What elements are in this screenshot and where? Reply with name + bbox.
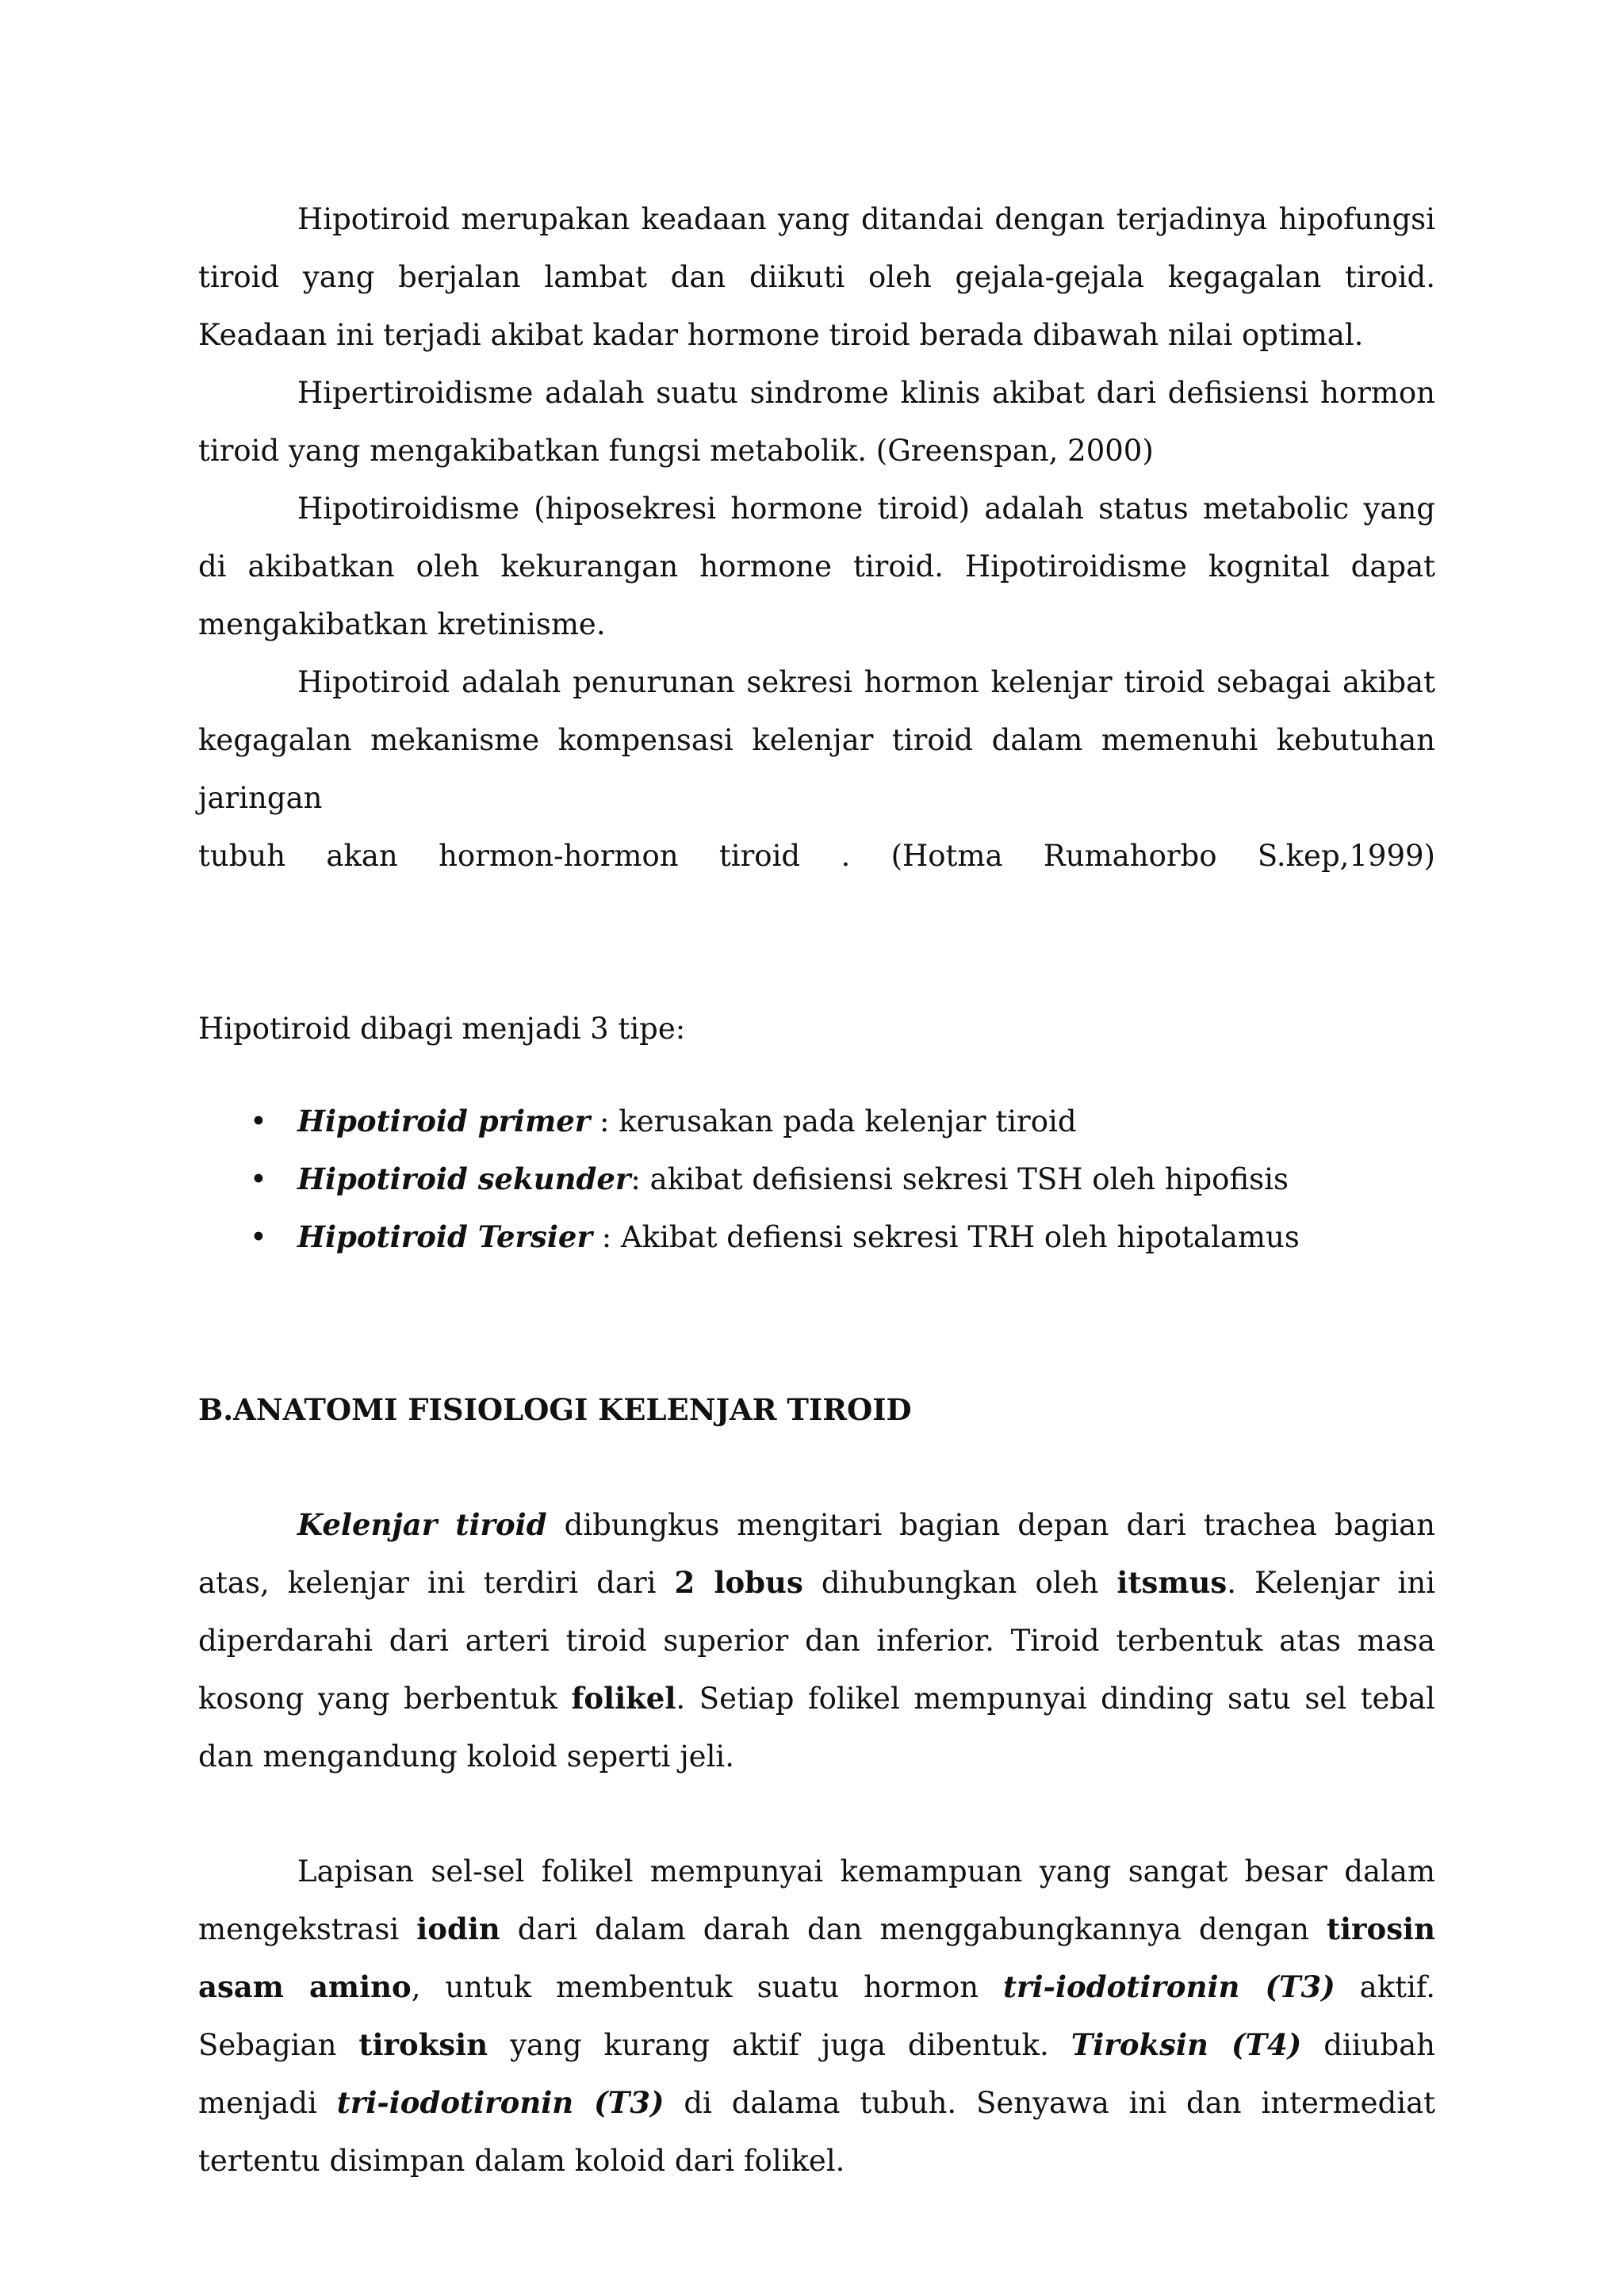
term-tirosin-asam-amino: tirosin asam amino [198, 1911, 1435, 2004]
paragraph-hipotiroid-definition: Hipotiroid merupakan keadaan yang ditandai dengan terjadinya hipofungsi tiroid yang berjalan lambat dan diikuti oleh gejala-gejala kegagalan tiroid. Keadaan ini terjadi akibat kadar hormone tiroid berada dibawah nilai optimal. [198, 202, 1435, 352]
document-page [198, 190, 1435, 2190]
type-description: : kerusakan pada kelenjar tiroid [590, 1104, 1077, 1138]
type-description: : akibat defisiensi sekresi TSH oleh hipofisis [630, 1162, 1289, 1196]
spacer [198, 1785, 1435, 1843]
text-run: di dalama tubuh. Senyawa ini dan intermediat tertentu disimpan dalam koloid dari folikel. [198, 2086, 1435, 2178]
text-run: dihubungkan oleh [802, 1566, 1117, 1600]
paragraph-lapisan-folikel [198, 1843, 1435, 2190]
term-tiroksin: tiroksin [358, 2027, 488, 2062]
text-run: , untuk membentuk suatu hormon [411, 1970, 1003, 2004]
text-run: dibungkus mengitari bagian depan dari trachea bagian atas, kelenjar ini terdiri dari [198, 1508, 1435, 1600]
paragraph-hipotiroidisme-definition: Hipotiroidisme (hiposekresi hormone tiroid) adalah status metabolic yang di akibatkan oleh kekurangan hormone tiroid. Hipotiroidisme kognital dapat mengakibatkan kretinisme. [198, 492, 1435, 641]
paragraph-hipotiroid-citation: tubuh akan hormon-hormon tiroid . (Hotma Rumahorbo S.kep,1999) [198, 839, 1435, 873]
term-itsmus: itsmus [1116, 1565, 1228, 1600]
text-run: dari dalam darah dan menggabungkannya dengan [500, 1912, 1327, 1946]
paragraph-hipertiroidisme-definition: Hipertiroidisme adalah suatu sindrome klinis akibat dari defisiensi hormon tiroid yang mengakibatkan fungsi metabolik. (Greenspan, 2000) [198, 376, 1435, 468]
list-item [198, 1093, 1435, 1150]
text-run: diiubah menjadi [198, 2028, 1435, 2120]
types-list [198, 1093, 1435, 1266]
bullet-icon: • [250, 1104, 267, 1138]
spacer [198, 1266, 1435, 1381]
term-t3: tri-iodotironin (T3) [1002, 1969, 1335, 2004]
paragraph-kelenjar-tiroid [198, 1496, 1435, 1785]
term-t4: Tiroksin (T4) [1071, 2027, 1302, 2062]
bullet-icon: • [250, 1220, 267, 1254]
spacer [198, 885, 1435, 1000]
types-intro: Hipotiroid dibagi menjadi 3 tipe: [198, 1012, 686, 1046]
term-2-lobus: 2 lobus [674, 1565, 803, 1600]
text-run: Lapisan sel-sel folikel mempunyai kemampuan yang sangat besar dalam mengekstrasi [198, 1854, 1435, 1946]
text-run: aktif. Sebagian [198, 1970, 1435, 2062]
text-run: . Kelenjar ini diperdarahi dari arteri tiroid superior dan inferior. Tiroid terbentuk atas masa kosong yang berbentuk [198, 1566, 1436, 1716]
type-description: : Akibat defiensi sekresi TRH oleh hipotalamus [592, 1220, 1300, 1254]
paragraph-hipotiroid-sekresi [198, 653, 1435, 827]
list-item [198, 1150, 1435, 1208]
text-run: . Setiap folikel mempunyai dinding satu sel tebal dan mengandung koloid seperti jeli. [198, 1682, 1435, 1774]
section-heading: B.ANATOMI FISIOLOGI KELENJAR TIROID [198, 1392, 912, 1427]
term-t3: tri-iodotironin (T3) [336, 2085, 665, 2120]
bullet-icon: • [250, 1162, 267, 1196]
list-item [198, 1208, 1435, 1266]
spacer [198, 1439, 1435, 1496]
type-term: Hipotiroid primer [297, 1104, 591, 1138]
term-kelenjar-tiroid: Kelenjar tiroid [297, 1507, 547, 1542]
type-term: Hipotiroid sekunder [297, 1161, 631, 1196]
text-run: yang kurang aktif juga dibentuk. [488, 2028, 1071, 2062]
paragraph-hipotiroid-sekresi-text: Hipotiroid adalah penurunan sekresi hormon kelenjar tiroid sebagai akibat kegagalan mekanisme kompensasi kelenjar tiroid dalam memenuhi kebutuhan jaringan [198, 665, 1435, 815]
term-folikel: folikel [571, 1681, 676, 1716]
term-iodin: iodin [416, 1911, 500, 1946]
type-term: Hipotiroid Tersier [297, 1219, 592, 1254]
